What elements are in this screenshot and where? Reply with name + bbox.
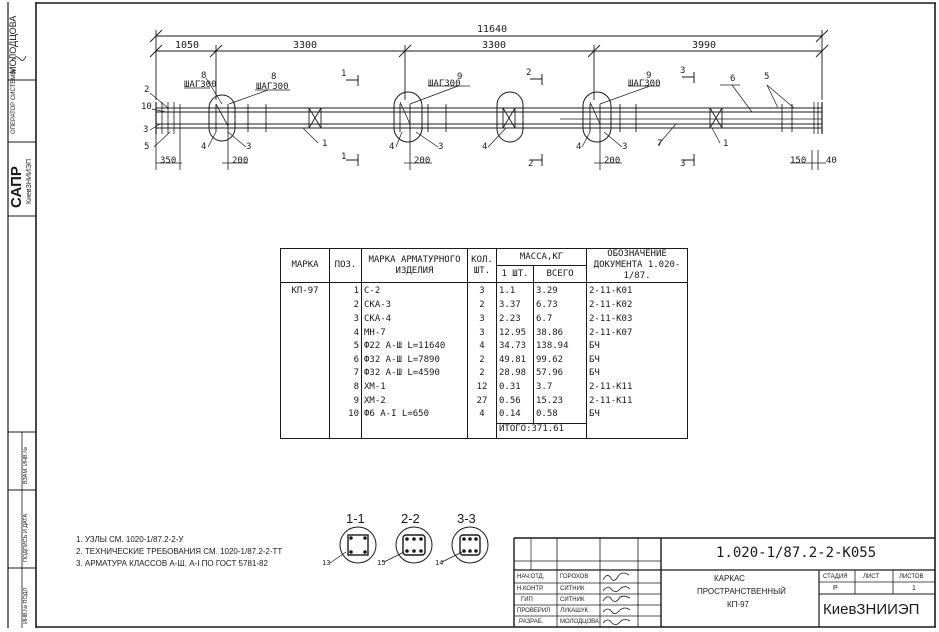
section-mark: 1: [341, 152, 347, 162]
total-cell: ИТОГО:371.61: [497, 424, 587, 439]
author-label: МОЛОДЦОВА: [8, 15, 18, 74]
row-mass-one: 0.14: [497, 409, 534, 423]
callout: 1: [322, 139, 328, 149]
row-doc: 2-11-К02: [587, 300, 688, 314]
row-qty: 3: [468, 328, 497, 342]
row-item: ХМ-2: [362, 396, 468, 410]
callout: 8: [271, 72, 277, 82]
row-pos: 3: [330, 314, 362, 328]
callout: 4: [389, 142, 395, 152]
table-row: [281, 328, 688, 342]
callout: 4: [482, 142, 488, 152]
row-doc: БЧ: [587, 409, 688, 423]
bottom-dimension: 350: [160, 156, 177, 166]
row-item: СКА-3: [362, 300, 468, 314]
row-pos: 6: [330, 355, 362, 369]
callout: 5: [764, 72, 770, 82]
note-line: 1. УЗЛЫ СМ. 1020-1/87.2-2-У: [76, 535, 184, 544]
sapr-label: САПР: [8, 166, 25, 208]
row-doc: 2-11-К11: [587, 396, 688, 410]
callout: 3: [622, 142, 628, 152]
table-row: [281, 300, 688, 314]
table-row: [281, 409, 688, 423]
note-line: 2. ТЕХНИЧЕСКИЕ ТРЕБОВАНИЯ СМ. 1020-1/87.2-2-ТТ: [76, 547, 283, 556]
step-label: ШАГ300: [184, 80, 217, 90]
row-doc: 2-11-К03: [587, 314, 688, 328]
header-doc: ОБОЗНАЧЕНИЕ ДОКУМЕНТА 1.020-1/87.: [587, 249, 688, 283]
row-mass-total: 0.58: [534, 409, 587, 423]
inv-podl-label: ИНВ.№ ПОДЛ: [23, 588, 29, 624]
row-mass-total: 6.73: [534, 300, 587, 314]
header-mass: МАССА,КГ: [497, 249, 587, 266]
section-mark: 2: [526, 68, 532, 78]
row-qty: 12: [468, 382, 497, 396]
row-mass-total: 99.62: [534, 355, 587, 369]
row-mark: КП-97: [281, 283, 330, 301]
sheets-value: 1: [912, 585, 916, 592]
callout: 9: [646, 71, 652, 81]
title-name-line: ПРОСТРАНСТВЕННЫЙ: [697, 587, 786, 596]
row-mass-one: 0.31: [497, 382, 534, 396]
stage-value: Р: [833, 585, 838, 592]
row-doc: 2-11-К07: [587, 328, 688, 342]
table-row: [281, 355, 688, 369]
row-qty: 4: [468, 341, 497, 355]
role-label: Н.КОНТР.: [517, 586, 544, 592]
sign-date-label: ПОДПИСЬ И ДАТА: [23, 513, 29, 562]
row-mass-one: 28.98: [497, 368, 534, 382]
role-label: НАЧ.ОТД.: [517, 574, 545, 580]
callout: 1: [723, 139, 729, 149]
row-mass-total: 3.29: [534, 283, 587, 301]
row-mass-one: 49.81: [497, 355, 534, 369]
org-label-vertical: КиевЗНИИЭП: [26, 158, 33, 204]
row-mass-total: 6.7: [534, 314, 587, 328]
role-name: СИТНИК: [560, 597, 585, 603]
bottom-dimension: 150: [790, 156, 807, 166]
row-item: Ф32 А-Ш L=7890: [362, 355, 468, 369]
row-pos: 4: [330, 328, 362, 342]
callout: 9: [457, 72, 463, 82]
row-item: Ф22 А-Ш L=11640: [362, 341, 468, 355]
role-label: РАЗРАБ.: [519, 619, 544, 625]
section-mark: 3: [680, 66, 686, 76]
row-pos: 10: [330, 409, 362, 423]
role-name: ЛУКАШУК: [560, 608, 589, 614]
overall-dimension: 11640: [477, 24, 508, 35]
row-doc: БЧ: [587, 368, 688, 382]
row-mass-one: 34.73: [497, 341, 534, 355]
row-pos: 9: [330, 396, 362, 410]
step-label: ШАГ300: [256, 82, 289, 92]
bottom-dimension: 40: [826, 156, 837, 166]
organization-name: КиевЗНИИЭП: [823, 601, 920, 618]
role-label: ГИП: [521, 597, 533, 603]
row-mass-one: 3.37: [497, 300, 534, 314]
row-qty: 2: [468, 355, 497, 369]
section-callout: 13: [322, 559, 331, 567]
callout: 3: [246, 142, 252, 152]
row-doc: БЧ: [587, 341, 688, 355]
section-mark: 2: [528, 159, 534, 169]
title-name-line: КАРКАС: [714, 574, 745, 583]
row-item: ХМ-1: [362, 382, 468, 396]
header-pos: ПОЗ.: [330, 249, 362, 283]
row-item: СКА-4: [362, 314, 468, 328]
row-mass-one: 1.1: [497, 283, 534, 301]
step-label: ШАГ300: [628, 79, 661, 89]
inv-dubl-label: ВЗАМ. ИНВ.№: [23, 446, 29, 484]
callout: 3: [143, 125, 149, 135]
row-mass-total: 57.96: [534, 368, 587, 382]
header-mass-total: ВСЕГО: [534, 266, 587, 283]
role-name: ГОРОХОВ: [560, 574, 589, 580]
table-row: [281, 283, 688, 301]
sheet-label: ЛИСТ: [863, 574, 880, 580]
segment-dimension: 3990: [692, 40, 717, 51]
row-item: Ф32 А-Ш L=4590: [362, 368, 468, 382]
table-row: [281, 314, 688, 328]
callout: 10: [141, 102, 152, 112]
row-doc: 2-11-К11: [587, 382, 688, 396]
operator-label: ОПЕРАТОР СИСТЕМЫ: [11, 69, 17, 134]
row-pos: 7: [330, 368, 362, 382]
header-mass-one: 1 ШТ.: [497, 266, 534, 283]
row-mass-total: 15.23: [534, 396, 587, 410]
table-row: [281, 368, 688, 382]
document-code: 1.020-1/87.2-2-К055: [716, 545, 877, 561]
table-row: [281, 396, 688, 410]
row-mass-total: 138.94: [534, 341, 587, 355]
role-name: МОЛОДЦОВА: [560, 619, 599, 625]
note-line: 3. АРМАТУРА КЛАССОВ А-Ш, А-I ПО ГОСТ 5781-82: [76, 559, 268, 568]
row-qty: 2: [468, 368, 497, 382]
segment-dimension: 1050: [175, 40, 200, 51]
row-mass-one: 12.95: [497, 328, 534, 342]
bottom-dimension: 200: [604, 156, 621, 166]
callout: 6: [730, 74, 736, 84]
segment-dimension: 3300: [482, 40, 507, 51]
specification-table: [280, 248, 687, 439]
step-label: ШАГ300: [428, 79, 461, 89]
row-qty: 2: [468, 300, 497, 314]
callout: 4: [576, 142, 582, 152]
callout: 3: [438, 142, 444, 152]
bottom-dimension: 200: [232, 156, 249, 166]
table-row: [281, 382, 688, 396]
row-mass-total: 3.7: [534, 382, 587, 396]
row-item: С-2: [362, 283, 468, 301]
row-item: Ф6 А-I L=650: [362, 409, 468, 423]
bottom-dimension: 200: [414, 156, 431, 166]
row-pos: 1: [330, 283, 362, 301]
row-qty: 3: [468, 314, 497, 328]
sheets-label: ЛИСТОВ: [899, 574, 924, 580]
row-mass-total: 38.86: [534, 328, 587, 342]
row-qty: 27: [468, 396, 497, 410]
row-qty: 4: [468, 409, 497, 423]
role-label: ПРОВЕРИЛ: [517, 608, 551, 614]
row-pos: 2: [330, 300, 362, 314]
callout: 7: [657, 139, 663, 149]
header-qty: КОЛ. ШТ.: [468, 249, 497, 283]
section-mark: 1: [341, 69, 347, 79]
row-doc: БЧ: [587, 355, 688, 369]
section-mark: 3: [680, 159, 686, 169]
header-item: МАРКА АРМАТУРНОГО ИЗДЕЛИЯ: [362, 249, 468, 283]
row-pos: 8: [330, 382, 362, 396]
section-title: 1-1: [346, 511, 365, 526]
row-mass-one: 2.23: [497, 314, 534, 328]
callout: 2: [144, 85, 150, 95]
section-callout: 14: [435, 559, 444, 567]
section-title: 2-2: [401, 511, 420, 526]
segment-dimension: 3300: [293, 40, 318, 51]
row-pos: 5: [330, 341, 362, 355]
row-doc: 2-11-К01: [587, 283, 688, 301]
row-mass-one: 0.56: [497, 396, 534, 410]
row-item: МН-7: [362, 328, 468, 342]
callout: 5: [144, 142, 150, 152]
row-qty: 3: [468, 283, 497, 301]
callout: 8: [201, 71, 207, 81]
role-name: СИТНИК: [560, 586, 585, 592]
section-callout: 15: [377, 559, 386, 567]
header-mark: МАРКА: [281, 249, 330, 283]
stage-label: СТАДИЯ: [823, 574, 848, 580]
title-name-line: КП-97: [727, 600, 749, 609]
table-row: [281, 341, 688, 355]
section-title: 3-3: [457, 511, 476, 526]
callout: 4: [201, 142, 207, 152]
